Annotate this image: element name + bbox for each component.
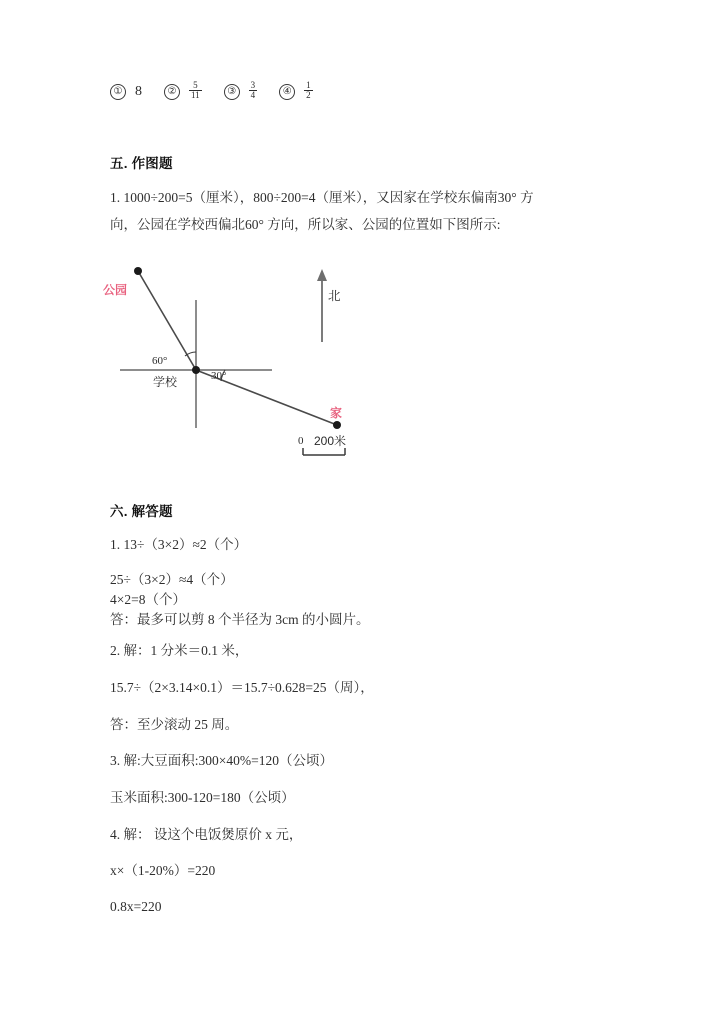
answer-line-10: 4. 解： 设这个电饭煲原价 x 元，	[110, 827, 303, 842]
answer-option	[224, 82, 258, 102]
scale-zero-label: 0	[298, 435, 304, 447]
fraction-numerator: 3	[250, 80, 256, 90]
angle-label-30: 30°	[211, 370, 227, 382]
option-marker-2: ②	[164, 84, 180, 100]
fraction-denominator: 11	[191, 90, 200, 101]
home-label: 家	[330, 406, 343, 420]
fraction-denominator: 2	[306, 90, 311, 101]
home-point	[333, 421, 341, 429]
section-title-five: 五. 作图题	[110, 156, 173, 171]
angle-label-60: 60°	[152, 355, 168, 367]
park-label: 公园	[103, 283, 128, 297]
answer-line-2: 25÷（3×2）≈4（个）	[110, 572, 234, 587]
section-title-six: 六. 解答题	[110, 504, 173, 519]
option-value-1: 8	[135, 83, 142, 99]
fraction-denominator: 4	[250, 90, 256, 101]
option-value-4	[304, 81, 313, 101]
school-point	[192, 366, 200, 374]
option-value-3	[249, 81, 258, 101]
answer-option	[164, 82, 202, 102]
north-label: 北	[328, 289, 341, 303]
school-label: 学校	[153, 375, 178, 389]
answer-line-9: 玉米面积:300-120=180（公顷）	[110, 790, 295, 805]
answer-line-4: 答：最多可以剪 8 个半径为 3cm 的小圆片。	[110, 612, 370, 627]
park-point	[134, 267, 142, 275]
answer-option	[279, 82, 313, 102]
answer-line-7: 答：至少滚动 25 周。	[110, 717, 239, 732]
section-five-problem-line-2: 向，公园在学校西偏北60° 方向，所以家、公园的位置如下图所示:	[110, 217, 501, 232]
fraction-numerator: 5	[193, 80, 198, 90]
answer-line-8: 3. 解:大豆面积:300×40%=120（公顷）	[110, 753, 333, 768]
option-marker-3: ③	[224, 84, 240, 100]
answer-line-3: 4×2=8（个）	[110, 592, 186, 607]
answer-option	[110, 84, 142, 100]
answer-line-5: 2. 解：1 分米＝0.1 米，	[110, 643, 249, 658]
answer-line-11: x×（1-20%）=220	[110, 863, 216, 878]
option-marker-4: ④	[279, 84, 295, 100]
answer-options-row	[110, 82, 335, 102]
bearing-diagram	[95, 252, 395, 477]
option-value-2	[189, 81, 202, 101]
section-five-problem-line-1: 1. 1000÷200=5（厘米），800÷200=4（厘米），又因家在学校东偏南30° 方	[110, 190, 534, 205]
bearing-diagram-svg	[95, 252, 395, 477]
answer-line-1: 1. 13÷（3×2）≈2（个）	[110, 537, 248, 552]
answer-line-6: 15.7÷（2×3.14×0.1）＝15.7÷0.628=25（周），	[110, 680, 374, 695]
scale-length-label: 200米	[314, 434, 347, 448]
north-arrow-head	[317, 269, 327, 281]
answer-line-12: 0.8x=220	[110, 899, 162, 914]
option-marker-1: ①	[110, 84, 126, 100]
fraction-numerator: 1	[306, 80, 311, 90]
